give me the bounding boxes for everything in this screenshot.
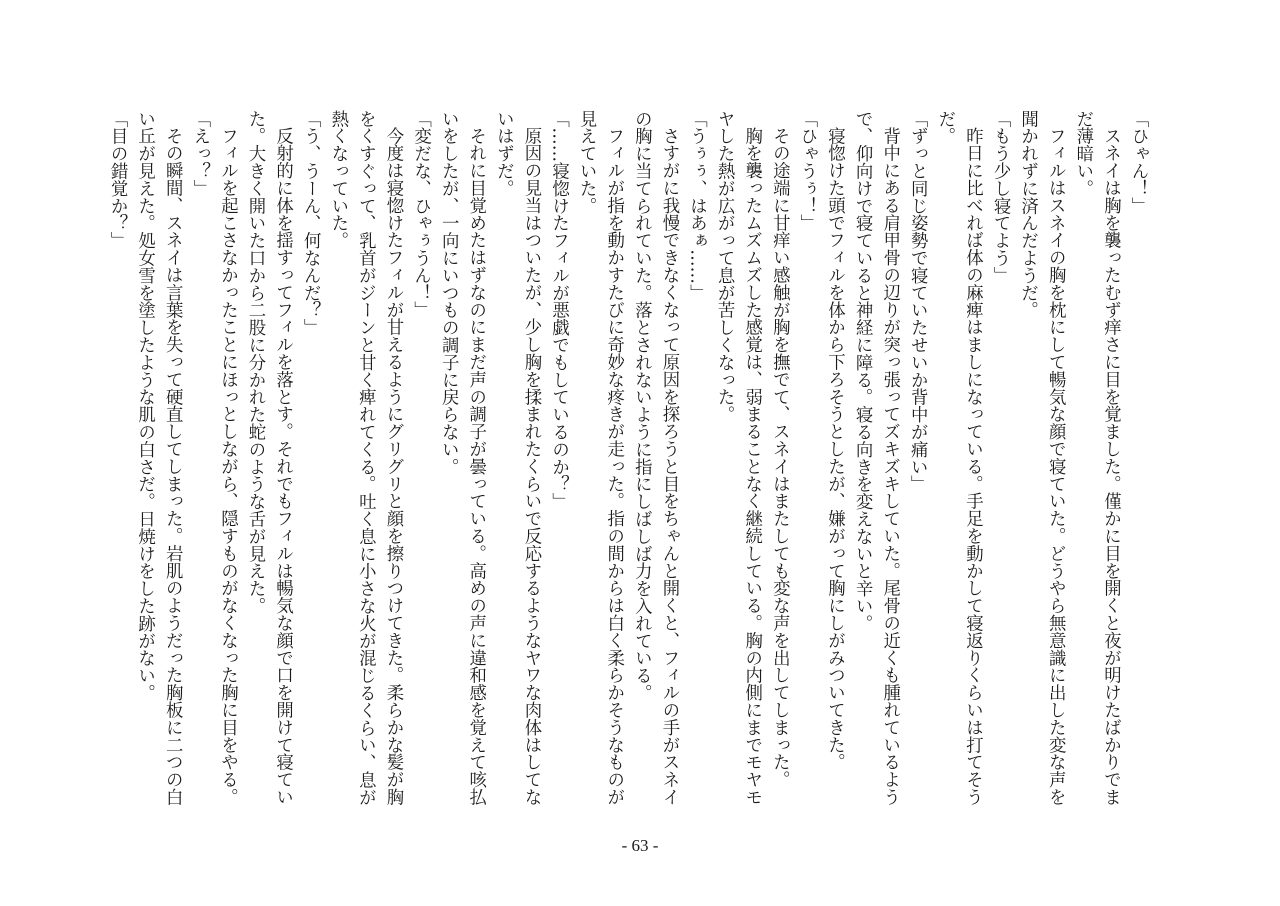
text-column: 「えっ？」 [189, 110, 210, 197]
text-column: 「うぅぅ、はあぁ……」 [686, 110, 707, 302]
text-column: フィルはスネイの胸を枕にして暢気な顔で寝ていた。どうやら無意識に出した変な声を [1045, 127, 1066, 806]
text-column: をくすぐって、乳首がジーンと甘く痺れてくる。吐く息に小さな火が混じるくらい、息が [355, 110, 376, 806]
text-column: さすがに我慢できなくなって原因を探ろうと目をちゃんと開くと、フィルの手がスネイ [658, 127, 679, 806]
page-number: - 63 - [621, 836, 659, 855]
text-column: 熱くなっていた。 [327, 110, 348, 250]
text-column: 「ひゃうぅ！」 [796, 110, 817, 232]
text-column: で、仰向けで寝ていると神経に障る。寝る向きを変えないと辛い。 [852, 110, 873, 632]
text-column: 昨日に比べれば体の麻痺はましになっている。手足を動かして寝返りくらいは打てそう [962, 127, 983, 806]
text-column: の胸に当てられていた。落とされないように指にしばしば力を入れている。 [631, 110, 652, 702]
text-column: 原因の見当はついたが、少し胸を揉まれたくらいで反応するようなヤワな肉体はしてな [520, 127, 541, 806]
text-column: い丘が見えた。処女雪を塗したような肌の白さだ。日焼けをした跡がない。 [134, 110, 155, 702]
text-column: 見えていた。 [576, 110, 597, 215]
text-column: フィルを起こさなかったことにほっとしながら、隠すものがなくなった胸に目をやる。 [217, 127, 238, 806]
text-column: いをしたが、一向にいつもの調子に戻らない。 [438, 110, 459, 476]
text-column: 背中にある肩甲骨の辺りが突っ張ってズキズキしていた。尾骨の近くも腫れているよう [879, 127, 900, 806]
text-column: ヤした熱が広がって息が苦しくなった。 [714, 110, 735, 424]
text-column: 「もう少し寝てよう」 [990, 110, 1011, 284]
text-column: 「変だな、ひゃぅうん！」 [410, 110, 431, 319]
text-column: いはずだ。 [493, 110, 514, 197]
text-column: 「……寝惚けたフィルが悪戯でもしているのか？」 [548, 110, 569, 511]
text-column: だ薄暗い。 [1072, 110, 1093, 197]
text-column: 今度は寝惚けたフィルが甘えるようにグリグリと顔を擦りつけてきた。柔らかな髪が胸 [382, 127, 403, 806]
text-column: 反射的に体を揺すってフィルを落とす。それでもフィルは暢気な顔で口を開けて寝てい [272, 127, 293, 806]
text-column: 「目の錯覚か？」 [107, 110, 128, 250]
text-column: その途端に甘痒い感触が胸を撫でて、スネイはまたしても変な声を出してしまった。 [769, 127, 790, 789]
text-column: だ。 [934, 110, 955, 145]
text-column: 「う、うーん、何なんだ？」 [300, 110, 321, 337]
text-column: フィルが指を動かすたびに奇妙な疼きが走った。指の間からは白く柔らかそうなものが [603, 127, 624, 806]
text-column: その瞬間、スネイは言葉を失って硬直してしまった。岩肌のようだった胸板に二つの白 [162, 127, 183, 806]
body-text [102, 110, 1151, 810]
text-column: 「ひゃん！」 [1128, 110, 1148, 215]
text-column: た。大きく開いた口から二股に分かれた蛇のような舌が見えた。 [245, 110, 265, 615]
text-column: それに目覚めたはずなのにまだ声の調子が曇っている。高めの声に違和感を覚えて咳払 [465, 127, 486, 806]
text-column: 「ずっと同じ姿勢で寝ていたせいか背中が痛い」 [907, 110, 928, 493]
text-column: 寝惚けた頭でフィルを体から下ろそうとしたが、嫌がって胸にしがみついてきた。 [824, 127, 845, 772]
text-column: 胸を襲ったムズムズした感覚は、弱まることなく継続している。胸の内側にまでモヤモ [741, 127, 762, 806]
text-column: スネイは胸を襲ったむず痒さに目を覚ました。僅かに目を開くと夜が明けたばかりでま [1100, 127, 1121, 806]
text-column: 聞かれずに済んだようだ。 [1017, 110, 1038, 319]
